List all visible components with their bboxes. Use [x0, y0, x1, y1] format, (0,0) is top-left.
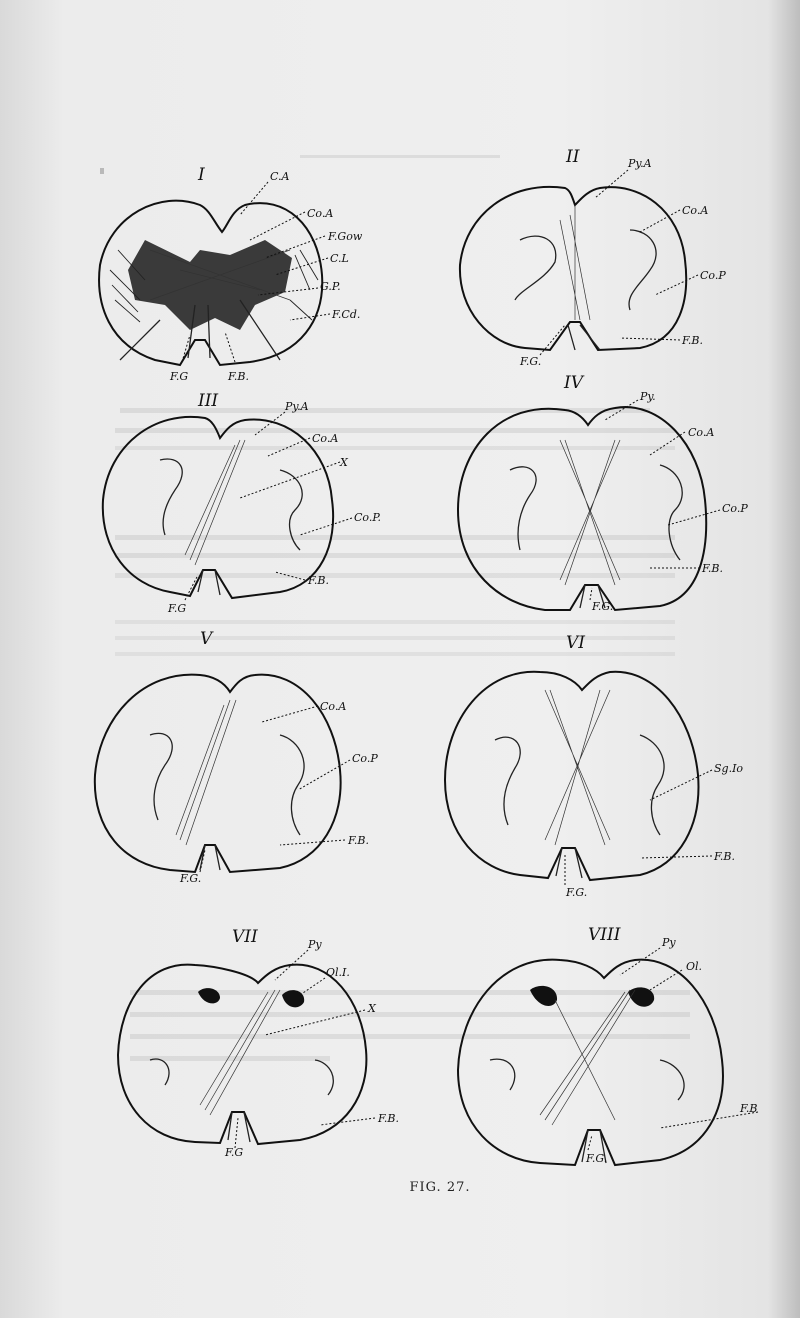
- label-5-fg: F.G.: [180, 872, 202, 885]
- label-7-fb: F.B.: [378, 1112, 399, 1125]
- label-3-cop: Co.P.: [354, 511, 382, 524]
- label-6-fg: F.G.: [566, 886, 588, 899]
- label-2-pya: Py.A: [628, 157, 652, 170]
- label-8-fb: F.B: [740, 1102, 758, 1115]
- label-3-pya: Py.A: [285, 400, 309, 413]
- numeral-8: VIII: [588, 925, 621, 945]
- label-7-x: X: [368, 1002, 376, 1015]
- label-2-fb: F.B.: [682, 334, 703, 347]
- label-4-py: Py.: [640, 390, 656, 403]
- label-2-cop: Co.P: [700, 269, 726, 282]
- section-2: [460, 187, 686, 350]
- label-5-coa: Co.A: [320, 700, 347, 713]
- label-6-sgio: Sg.Io: [714, 762, 744, 775]
- label-3-fb: F.B.: [308, 574, 329, 587]
- label-6-fb: F.B.: [714, 850, 735, 863]
- section-3: [103, 417, 333, 598]
- label-3-fg: F.G: [168, 602, 187, 615]
- label-2-coa: Co.A: [682, 204, 709, 217]
- label-1-ca: C.A: [270, 170, 290, 183]
- numeral-1: I: [198, 165, 205, 185]
- label-1-cl: C.L: [330, 252, 349, 265]
- label-1-gp: G.P.: [320, 280, 341, 293]
- label-1-fgow: F.Gow: [328, 230, 363, 243]
- label-1-coa: Co.A: [307, 207, 334, 220]
- label-7-oli: Ol.I.: [326, 966, 350, 979]
- label-2-fg: F.G.: [520, 355, 542, 368]
- numeral-5: V: [200, 629, 213, 649]
- numeral-6: VI: [566, 633, 585, 653]
- label-7-py: Py: [308, 938, 322, 951]
- label-4-cop: Co.P: [722, 502, 748, 515]
- section-6: [445, 672, 698, 880]
- label-8-py: Py: [662, 936, 676, 949]
- label-7-fg: F.G: [225, 1146, 244, 1159]
- label-3-x: X: [340, 456, 348, 469]
- numeral-4: IV: [564, 373, 583, 393]
- label-4-coa: Co.A: [688, 426, 715, 439]
- section-1: [99, 201, 322, 365]
- figure-caption: FIG. 27.: [409, 1180, 471, 1195]
- label-8-fg: F.G.: [586, 1152, 608, 1165]
- numeral-2: II: [566, 147, 580, 167]
- label-8-ol: Ol.: [686, 960, 703, 973]
- label-1-fg: F.G: [170, 370, 189, 383]
- leader-lines: [182, 170, 758, 1150]
- numeral-3: III: [198, 391, 219, 411]
- section-4: [458, 407, 706, 610]
- label-5-cop: Co.P: [352, 752, 378, 765]
- label-5-fb: F.B.: [348, 834, 369, 847]
- label-4-fg: F.G.: [592, 600, 614, 613]
- numeral-7: VII: [232, 927, 258, 947]
- section-5: [95, 675, 341, 872]
- label-1-fb: F.B.: [228, 370, 249, 383]
- label-3-coa: Co.A: [312, 432, 339, 445]
- label-4-fb: F.B.: [702, 562, 723, 575]
- label-1-fcd: F.Cd.: [332, 308, 361, 321]
